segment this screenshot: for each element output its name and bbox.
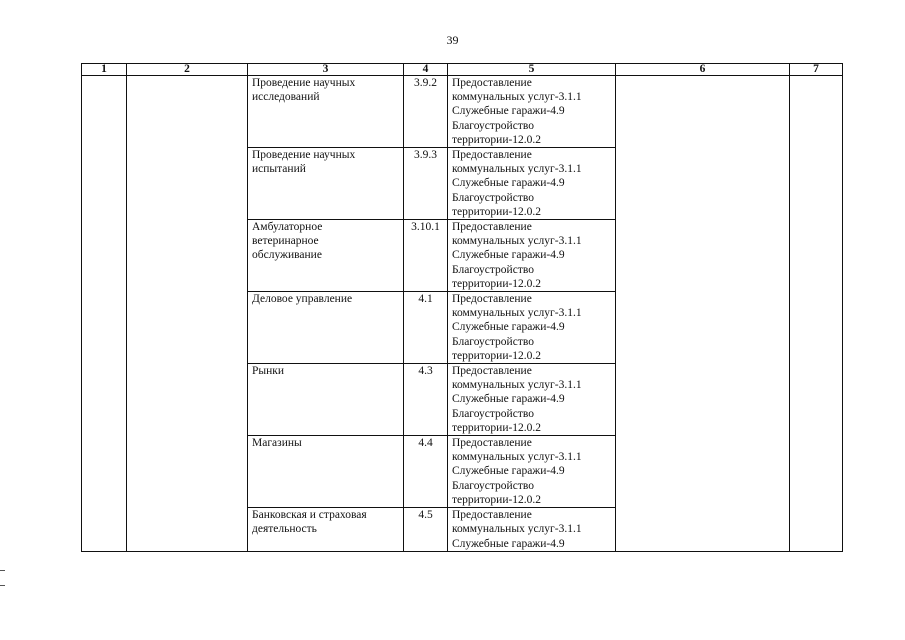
allowed-uses-cell bbox=[448, 148, 616, 220]
allowed-use-line: Благоустройство bbox=[452, 335, 534, 348]
column-header-2: 2 bbox=[127, 64, 248, 76]
allowed-use-line: территории-12.0.2 bbox=[452, 421, 542, 434]
zoning-table bbox=[81, 63, 843, 552]
use-code: 4.3 bbox=[418, 365, 433, 378]
use-name-cell bbox=[248, 436, 404, 508]
use-name: Магазины bbox=[252, 437, 302, 450]
allowed-use-line: территории-12.0.2 bbox=[452, 133, 542, 146]
allowed-use-line: Служебные гаражи-4.9 bbox=[452, 465, 565, 478]
allowed-use-line: Благоустройство bbox=[452, 407, 534, 420]
cell-col2 bbox=[127, 76, 248, 552]
allowed-use-line: Предоставление bbox=[452, 149, 532, 162]
allowed-use-line: Предоставление bbox=[452, 437, 532, 450]
use-name: Банковская и страховая деятельность bbox=[252, 509, 367, 536]
use-name: Деловое управление bbox=[252, 293, 353, 306]
use-name: Проведение научных исследований bbox=[252, 77, 356, 104]
allowed-use-line: коммунальных услуг-3.1.1 bbox=[452, 163, 582, 176]
cell-col6 bbox=[616, 76, 790, 552]
use-code-cell bbox=[404, 76, 448, 148]
column-header-3: 3 bbox=[248, 64, 404, 76]
column-header-5: 5 bbox=[448, 64, 616, 76]
scan-edge-mark bbox=[0, 570, 5, 571]
allowed-use-line: территории-12.0.2 bbox=[452, 277, 542, 290]
allowed-use-line: Предоставление bbox=[452, 293, 532, 306]
use-code: 4.1 bbox=[418, 293, 433, 306]
use-code-cell bbox=[404, 364, 448, 436]
use-name-cell bbox=[248, 148, 404, 220]
use-code: 3.9.2 bbox=[414, 77, 437, 89]
use-name: Проведение научных испытаний bbox=[252, 149, 356, 176]
use-code: 4.4 bbox=[418, 437, 433, 450]
use-name-cell bbox=[248, 364, 404, 436]
allowed-use-line: Благоустройство bbox=[452, 479, 534, 492]
allowed-use-line: коммунальных услуг-3.1.1 bbox=[452, 523, 582, 536]
use-name-cell bbox=[248, 508, 404, 552]
page-number: 39 bbox=[446, 33, 459, 47]
use-name-cell bbox=[248, 220, 404, 292]
allowed-uses-cell bbox=[448, 292, 616, 364]
allowed-use-line: Служебные гаражи-4.9 bbox=[452, 321, 565, 334]
allowed-use-line: Служебные гаражи-4.9 bbox=[452, 105, 565, 118]
use-name: Рынки bbox=[252, 365, 285, 378]
cell-col1 bbox=[82, 76, 127, 552]
use-code-cell bbox=[404, 148, 448, 220]
allowed-uses-cell bbox=[448, 508, 616, 552]
allowed-use-line: коммунальных услуг-3.1.1 bbox=[452, 379, 582, 392]
allowed-use-line: Благоустройство bbox=[452, 191, 534, 204]
scan-edge-mark bbox=[0, 585, 5, 586]
allowed-use-line: Служебные гаражи-4.9 bbox=[452, 249, 565, 262]
use-code: 3.10.1 bbox=[411, 221, 440, 234]
use-code-cell bbox=[404, 292, 448, 364]
allowed-use-line: коммунальных услуг-3.1.1 bbox=[452, 451, 582, 464]
use-code: 4.5 bbox=[418, 509, 433, 522]
allowed-use-line: коммунальных услуг-3.1.1 bbox=[452, 235, 582, 248]
use-code-cell bbox=[404, 508, 448, 552]
table-row bbox=[82, 76, 843, 148]
allowed-use-line: территории-12.0.2 bbox=[452, 349, 542, 362]
allowed-uses-cell bbox=[448, 436, 616, 508]
allowed-use-line: Благоустройство bbox=[452, 119, 534, 132]
column-header-1: 1 bbox=[82, 64, 127, 76]
header-row bbox=[82, 64, 843, 76]
allowed-use-line: территории-12.0.2 bbox=[452, 493, 542, 506]
allowed-use-line: Предоставление bbox=[452, 77, 532, 89]
allowed-use-line: Служебные гаражи-4.9 bbox=[452, 177, 565, 190]
allowed-use-line: Предоставление bbox=[452, 365, 532, 378]
use-name: Амбулаторное ветеринарное обслуживание bbox=[252, 221, 323, 262]
cell-col7 bbox=[790, 76, 843, 552]
allowed-use-line: коммунальных услуг-3.1.1 bbox=[452, 307, 582, 320]
allowed-use-line: коммунальных услуг-3.1.1 bbox=[452, 91, 582, 104]
allowed-use-line: Служебные гаражи-4.9 bbox=[452, 393, 565, 406]
use-name-cell bbox=[248, 76, 404, 148]
allowed-uses-cell bbox=[448, 364, 616, 436]
column-header-6: 6 bbox=[616, 64, 790, 76]
allowed-use-line: Предоставление bbox=[452, 221, 532, 234]
use-code-cell bbox=[404, 436, 448, 508]
column-header-7: 7 bbox=[790, 64, 843, 76]
allowed-uses-cell bbox=[448, 220, 616, 292]
allowed-uses-cell bbox=[448, 76, 616, 148]
use-name-cell bbox=[248, 292, 404, 364]
allowed-use-line: Благоустройство bbox=[452, 263, 534, 276]
use-code-cell bbox=[404, 220, 448, 292]
use-code: 3.9.3 bbox=[414, 149, 437, 162]
allowed-use-line: Предоставление bbox=[452, 509, 532, 522]
column-header-4: 4 bbox=[404, 64, 448, 76]
allowed-use-line: Служебные гаражи-4.9 bbox=[452, 537, 565, 550]
allowed-use-line: территории-12.0.2 bbox=[452, 205, 542, 218]
